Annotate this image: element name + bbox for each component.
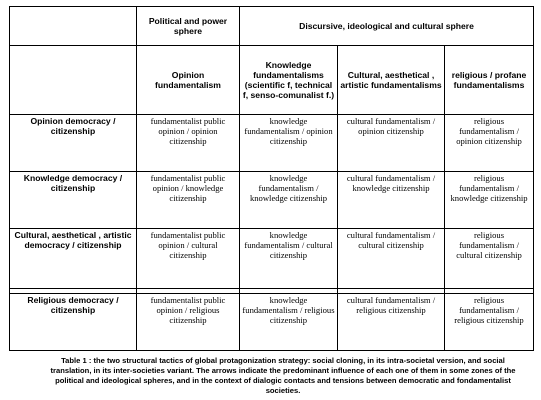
table-row bbox=[10, 293, 534, 350]
table-cell: knowledge fundamentalism / cultural citizenship bbox=[240, 228, 338, 288]
table-row bbox=[10, 228, 534, 288]
table-cell: religious fundamentalism / opinion citizenship bbox=[445, 114, 534, 171]
discursive-sphere-header: Discursive, ideological and cultural sphere bbox=[240, 7, 534, 46]
table-cell: cultural fundamentalism / knowledge citizenship bbox=[338, 171, 445, 228]
fundamentalism-matrix-table bbox=[9, 6, 534, 351]
sphere-header-row bbox=[10, 7, 534, 46]
table-cell: religious fundamentalism / cultural citizenship bbox=[445, 228, 534, 288]
political-sphere-header: Political and power sphere bbox=[137, 7, 240, 46]
table-cell: fundamentalist public opinion / opinion citizenship bbox=[137, 114, 240, 171]
table-row bbox=[10, 171, 534, 228]
table-cell: religious fundamentalism / knowledge citizenship bbox=[445, 171, 534, 228]
table-cell: religious fundamentalism / religious citizenship bbox=[445, 293, 534, 350]
table-cell: knowledge fundamentalism / knowledge citizenship bbox=[240, 171, 338, 228]
table-cell: knowledge fundamentalism / opinion citizenship bbox=[240, 114, 338, 171]
row-header-cultural: Cultural, aesthetical , artistic democracy / citizenship bbox=[10, 228, 137, 288]
column-header-opinion: Opinion fundamentalism bbox=[137, 45, 240, 114]
table-cell: cultural fundamentalism / religious citizenship bbox=[338, 293, 445, 350]
column-header-knowledge: Knowledge fundamentalisms (scientific f, technical f, senso-comunalist f.) bbox=[240, 45, 338, 114]
table-cell: fundamentalist public opinion / religious citizenship bbox=[137, 293, 240, 350]
table-caption: Table 1 : the two structural tactics of global protagonization strategy: social cloning, in its intra-societal version, and social translation, in its inter-societies variant. The arrows indicate the predominant influence of each one of them in some zones of the political and ideological spheres, and in the context of dialogic contacts and tensions between democratic and fondamentalist societies. bbox=[50, 356, 516, 395]
table-cell: fundamentalist public opinion / cultural citizenship bbox=[137, 228, 240, 288]
empty-corner-cell bbox=[10, 45, 137, 114]
empty-corner-cell bbox=[10, 7, 137, 46]
row-header-opinion: Opinion democracy / citizenship bbox=[10, 114, 137, 171]
table-cell: cultural fundamentalism / opinion citizenship bbox=[338, 114, 445, 171]
column-header-row bbox=[10, 45, 534, 114]
row-header-religious: Religious democracy / citizenship bbox=[10, 293, 137, 350]
table-cell: knowledge fundamentalism / religious citizenship bbox=[240, 293, 338, 350]
table-cell: fundamentalist public opinion / knowledge citizenship bbox=[137, 171, 240, 228]
table-row bbox=[10, 114, 534, 171]
row-header-knowledge: Knowledge democracy / citizenship bbox=[10, 171, 137, 228]
column-header-cultural: Cultural, aesthetical , artistic fundamentalisms bbox=[338, 45, 445, 114]
column-header-religious: religious / profane fundamentalisms bbox=[445, 45, 534, 114]
table-cell: cultural fundamentalism / cultural citizenship bbox=[338, 228, 445, 288]
